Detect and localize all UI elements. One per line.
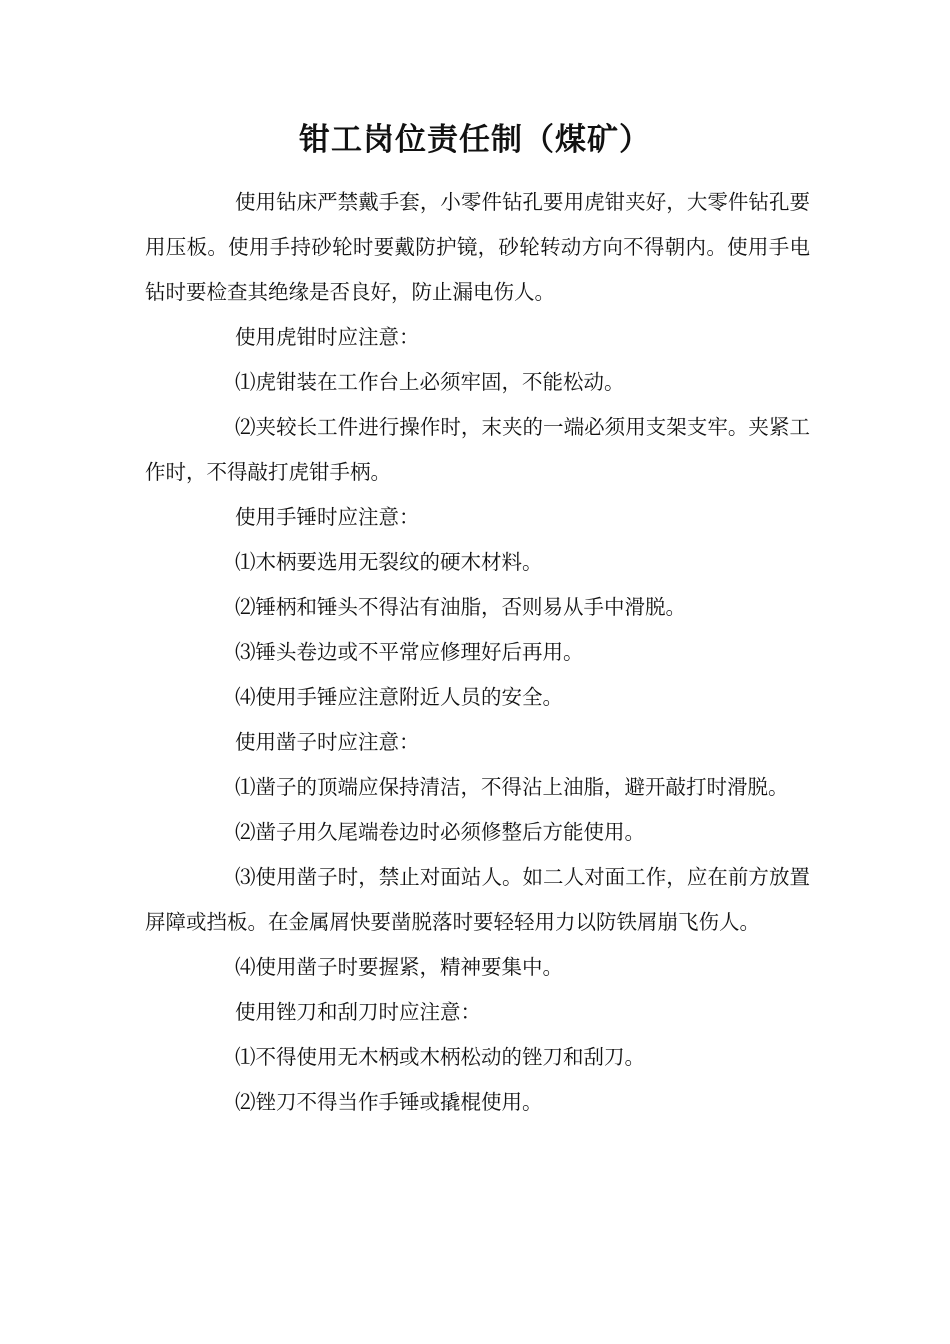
paragraph: ⑴不得使用无木柄或木柄松动的锉刀和刮刀。 — [235, 1045, 645, 1069]
paragraph: 使用虎钳时应注意： — [235, 325, 420, 349]
paragraph: 使用手锤时应注意： — [235, 505, 420, 529]
paragraph: ⑷使用手锤应注意附近人员的安全。 — [235, 685, 563, 709]
document-title: 钳工岗位责任制（煤矿） — [299, 122, 651, 158]
paragraph: ⑵凿子用久尾端卷边时必须修整后方能使用。 — [235, 820, 645, 844]
paragraph: 使用钻床严禁戴手套，小零件钻孔要用虎钳夹好，大零件钻孔要用压板。使用手持砂轮时要戴防护镜，砂轮转动方向不得朝内。使用手电钻时要检查其绝缘是否良好，防止漏电伤人。 — [145, 190, 810, 304]
paragraph: ⑶锤头卷边或不平常应修理好后再用。 — [235, 640, 584, 664]
paragraph: ⑴凿子的顶端应保持清洁，不得沾上油脂，避开敲打时滑脱。 — [235, 775, 789, 799]
paragraph: ⑴虎钳装在工作台上必须牢固，不能松动。 — [235, 370, 625, 394]
paragraph: ⑵夹较长工件进行操作时，末夹的一端必须用支架支牢。夹紧工作时，不得敲打虎钳手柄。 — [145, 415, 810, 484]
paragraph: ⑷使用凿子时要握紧，精神要集中。 — [235, 955, 563, 979]
paragraph: ⑶使用凿子时，禁止对面站人。如二人对面工作，应在前方放置屏障或挡板。在金属屑快要凿脱落时要轻轻用力以防铁屑崩飞伤人。 — [145, 865, 810, 934]
paragraph: ⑵锤柄和锤头不得沾有油脂，否则易从手中滑脱。 — [235, 595, 686, 619]
paragraph: 使用锉刀和刮刀时应注意： — [235, 1000, 481, 1024]
paragraph: 使用凿子时应注意： — [235, 730, 420, 754]
paragraph: ⑴木柄要选用无裂纹的硬木材料。 — [235, 550, 543, 574]
paragraph: ⑵锉刀不得当作手锤或撬棍使用。 — [235, 1090, 543, 1114]
document-body — [145, 180, 810, 1125]
